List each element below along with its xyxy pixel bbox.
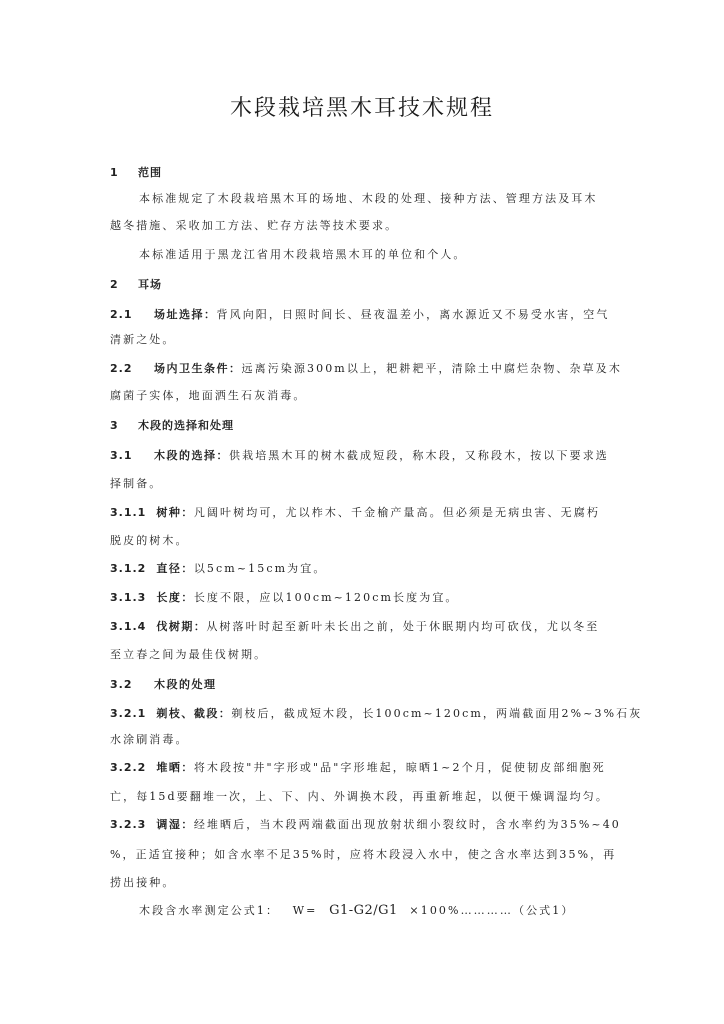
clause-keyword: 场址选择： [154,308,217,321]
paragraph-text: 择制备。 [110,477,163,490]
paragraph-text: 本标准适用于黑龙江省用木段栽培黑木耳的单位和个人。 [139,248,467,261]
clause-line [110,591,459,605]
section-title: 耳场 [138,278,162,291]
clause-keyword: 直径： [156,562,194,575]
paragraph-text: 水涂刷消毒。 [110,733,189,746]
formula-w: W= [292,904,318,917]
clause-text: 凡阔叶树均可，尤以柞木、千金榆产量高。但必须是无病虫害、无腐朽 [193,506,600,519]
section-title: 木段的选择和处理 [138,419,234,432]
clause-line [110,506,600,520]
clause-number: 3.2.3 [110,818,147,831]
paragraph-text: 本标准规定了木段栽培黑木耳的场地、木段的处理、接种方法、管理方法及耳木 [139,192,598,205]
section-number: 2 [110,278,119,291]
clause-line [110,678,217,692]
clause-number: 2.2 [110,362,133,375]
clause-keyword: 调湿： [156,818,194,831]
clause-text: 经堆晒后，当木段两端截面出现放射状细小裂纹时，含水率约为35%~40 [193,818,621,831]
section-number: 3 [110,419,119,432]
clause-number: 3.1.2 [110,562,147,575]
paragraph-text: 捞出接种。 [110,876,176,889]
clause-line [110,761,606,775]
clause-keyword: 长度： [156,591,194,604]
paragraph-line [110,333,176,347]
clause-number: 3.2.2 [110,761,147,774]
paragraph-line [110,648,267,662]
clause-number: 3.1.3 [110,591,147,604]
paragraph-text: 越冬措施、采收加工方法、贮存方法等技术要求。 [110,219,399,232]
clause-line [110,707,642,721]
clause-text: 远离污染源300m以上，耙耕耙平，清除土中腐烂杂物、杂草及木 [241,362,622,375]
clause-number: 3.1.1 [110,506,147,519]
clause-number: 3.2.1 [110,707,147,720]
paragraph-line [110,876,176,890]
clause-text: 从树落叶时起至新叶未长出之前，处于休眠期内均可砍伐，尤以冬至 [206,620,600,633]
paragraph-text: 脱皮的树木。 [110,534,189,547]
clause-keyword: 剃枝、截段： [156,707,232,720]
paragraph-line [139,192,598,206]
clause-line [110,818,621,832]
clause-number: 3.2 [110,678,133,691]
paragraph-text: 腐菌子实体，地面洒生石灰消毒。 [110,389,307,402]
clause-text: 将木段按"井"字形或"品"字形堆起，晾晒1~2个月，促使韧皮部细胞死 [193,761,606,774]
clause-text: 长度不限，应以100cm~120cm长度为宜。 [193,591,459,604]
clause-number: 2.1 [110,308,133,321]
clause-line [110,449,609,463]
section-heading [110,419,234,433]
formula-label: 木段含水率测定公式1： [139,904,280,917]
clause-keyword: 堆晒： [156,761,194,774]
clause-line [110,362,622,376]
clause-keyword: 木段的处理 [154,678,217,691]
clause-line [110,620,599,634]
formula-expression: G1-G2/G1 [329,903,398,918]
clause-text: 背风向阳，日照时间长、昼夜温差小，离水源近又不易受水害，空气 [216,308,610,321]
formula-line [139,904,575,918]
clause-number: 3.1.4 [110,620,147,633]
section-heading [110,166,162,180]
paragraph-line [110,477,162,491]
paragraph-text: %，正适宜接种；如含水率不足35%时，应将木段浸入水中，使之含水率达到35%，再 [110,848,617,861]
section-number: 1 [110,166,119,179]
paragraph-text: 至立春之间为最佳伐树期。 [110,648,268,661]
clause-keyword: 伐树期： [156,620,207,633]
section-title: 范围 [138,166,162,179]
clause-text: 剃枝后，截成短木段，长100cm~120cm，两端截面用2%~3%石灰 [231,707,643,720]
clause-keyword: 木段的选择： [154,449,229,462]
clause-keyword: 树种： [156,506,194,519]
clause-line [110,562,326,576]
paragraph-text: 清新之处。 [110,333,176,346]
paragraph-line [110,790,609,804]
clause-number: 3.1 [110,449,133,462]
paragraph-line [110,848,616,862]
clause-keyword: 场内卫生条件： [154,362,242,375]
paragraph-text: 亡，每15d要翻堆一次，上、下、内、外调换木段，再重新堆起，以便干燥调湿均匀。 [110,790,609,803]
paragraph-line [110,534,189,548]
formula-tail: ×100%…………（公式1） [409,904,575,917]
section-heading [110,278,162,292]
paragraph-line [139,248,467,262]
paragraph-line [110,219,398,233]
clause-text: 以5cm~15cm为宜。 [193,562,327,575]
paragraph-line [110,389,307,403]
clause-line [110,308,610,322]
document-title: 木段栽培黑木耳技术规程 [229,96,494,121]
paragraph-line [110,733,189,747]
clause-text: 供栽培黑木耳的树木截成短段，称木段，又称段木，按以下要求选 [229,449,609,462]
